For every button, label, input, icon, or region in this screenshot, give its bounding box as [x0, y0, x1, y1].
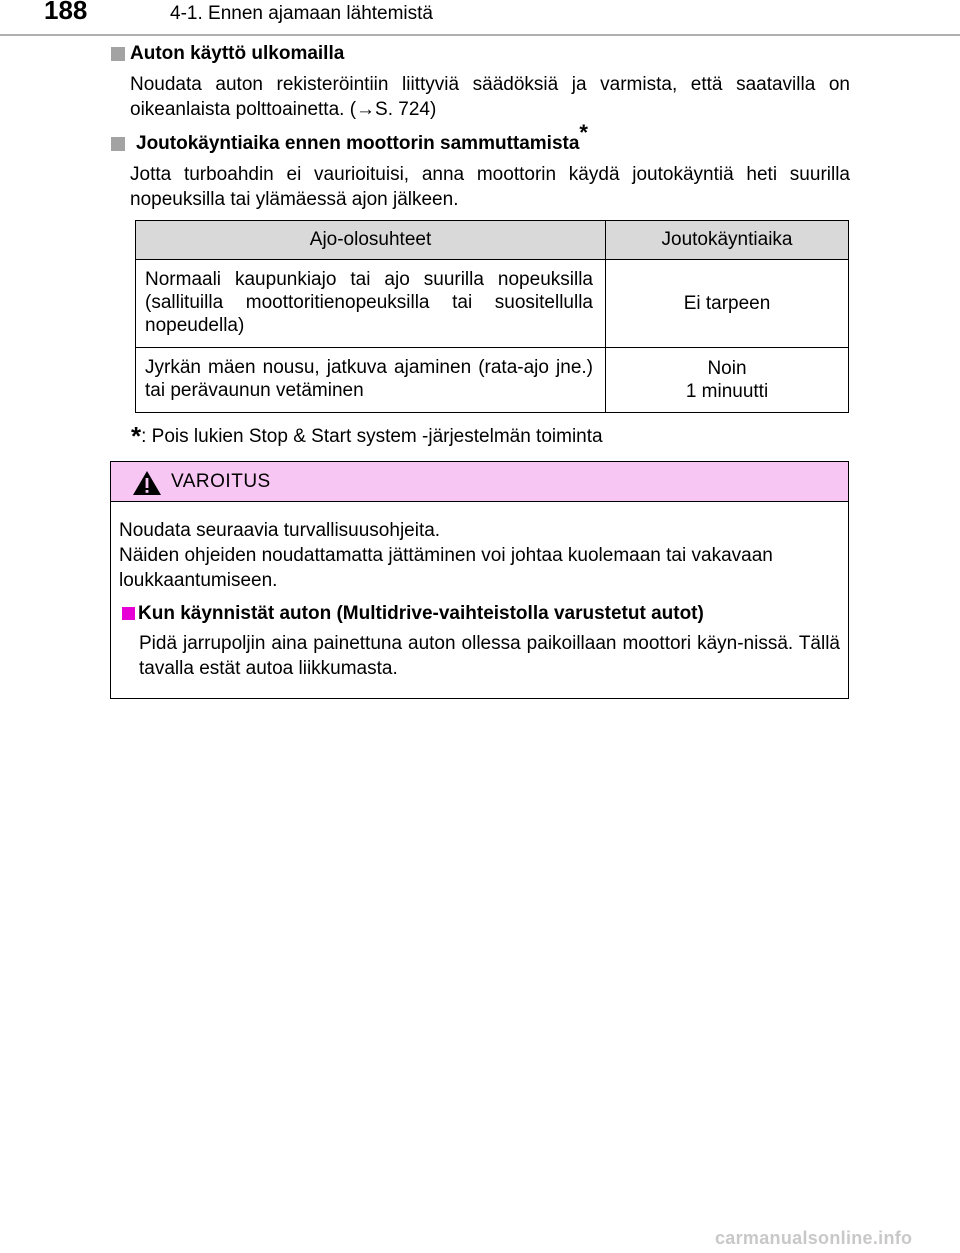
section-title-text: Auton käyttö ulkomailla — [130, 43, 345, 64]
section-text-idling: Jotta turboahdin ei vaurioituisi, anna moottorin käydä joutokäyntiä heti suurilla nopeuksilla tai ylämäessä ajon jälkeen. — [130, 164, 850, 210]
warning-intro-line1: Noudata seuraavia turvallisuusohjeita. — [119, 520, 441, 541]
page-header — [0, 0, 960, 36]
table-row — [136, 348, 849, 413]
footnote-text: : Pois lukien Stop & Start system -järjestelmän toiminta — [141, 426, 603, 447]
time-value-line2: 1 minuutti — [685, 381, 769, 402]
warning-header — [111, 462, 848, 502]
warning-body — [111, 502, 848, 681]
warning-intro-line2: Näiden ohjeiden noudattamatta jättäminen voi johtaa kuolemaan tai vakavaan loukkaantumiseen. — [119, 545, 773, 591]
section-text-abroad: Noudata auton rekisteröintiin liittyviä säädöksiä ja varmista, että saatavilla on oikeanlaista polttoainetta. (→S. 724) — [130, 74, 850, 120]
section-title-idling — [110, 119, 850, 156]
footer-watermark: carmanualsonline.info — [715, 1228, 913, 1248]
warning-box — [110, 461, 849, 699]
square-bullet-icon — [111, 137, 125, 151]
footnote — [131, 420, 603, 450]
footnote-asterisk: * — [131, 421, 142, 451]
idling-table — [135, 220, 849, 413]
table-header-cell: Joutokäyntiaika — [606, 221, 849, 260]
warning-subtitle-text: Kun käynnistät auton (Multidrive-vaihteistolla varustetut autot) — [138, 603, 704, 624]
time-value: Ei tarpeen — [683, 293, 771, 314]
warning-subtitle — [119, 602, 840, 626]
page-number: 188 — [44, 0, 88, 25]
warning-label: VAROITUS — [171, 471, 271, 492]
table-header-row — [136, 221, 849, 260]
table-row — [136, 260, 849, 348]
time-value: Noin — [707, 358, 747, 379]
main-content — [110, 42, 850, 212]
section-title-abroad — [110, 42, 850, 66]
asterisk-mark: * — [579, 119, 588, 145]
chapter-title: 4-1. Ennen ajamaan lähtemistä — [170, 3, 433, 24]
square-bullet-icon — [111, 47, 125, 61]
header-divider — [0, 34, 960, 36]
section-title-text: Joutokäyntiaika ennen moottorin sammuttamista — [136, 133, 580, 154]
table-cell-time — [606, 260, 849, 348]
table-cell-condition: Normaali kaupunkiajo tai ajo suurilla nopeuksilla (sallituilla moottoritienopeuksilla tai suositellulla nopeudella) — [136, 260, 606, 348]
table-header-cell: Ajo-olosuhteet — [136, 221, 606, 260]
warning-triangle-icon — [132, 470, 162, 496]
table-cell-time — [606, 348, 849, 413]
warning-subtext: Pidä jarrupoljin aina painettuna auton ollessa paikoillaan moottori käyn-nissä. Tällä tavalla estät autoa liikkumasta. — [139, 633, 840, 679]
square-bullet-icon — [122, 607, 135, 620]
table-cell-condition: Jyrkän mäen nousu, jatkuva ajaminen (rata-ajo jne.) tai perävaunun vetäminen — [136, 348, 606, 413]
